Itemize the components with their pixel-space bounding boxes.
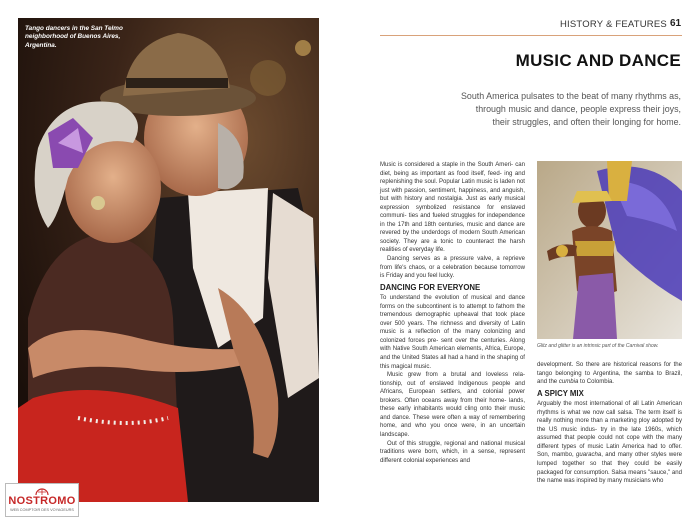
text-line: to Colombia. — [578, 379, 614, 386]
text-line: this magical music. — [380, 363, 432, 370]
text-line: of remembering home, and who you once were, — [380, 414, 525, 430]
globe-icon — [35, 486, 49, 495]
text-line: try in the late 1960s, which assumed that people — [537, 426, 682, 442]
text-line: musical traditions were born, which, in a sense, — [380, 440, 525, 456]
text-line: To understand the evolution of musical and — [380, 295, 509, 302]
caption-line: neighborhood of Buenos Aires, — [25, 33, 121, 41]
text-line: ing and replenishing the soul. Popular Latin — [380, 170, 526, 186]
text-line: Arguably the most international of all Latin — [537, 401, 657, 408]
text-line: United States all had a hand in the shaping of — [402, 355, 525, 362]
text-line: the name was inspired by many musicians who — [537, 478, 664, 485]
text-line: happiness, and anguish, but with history and — [380, 187, 525, 203]
text-line: American elements, Africa, Europe, and the — [380, 346, 525, 362]
paragraph — [537, 361, 682, 387]
text-line: marketing ploy adopted by the US music indus- — [537, 418, 682, 433]
logo-name: NOSTROMO — [8, 495, 76, 507]
text-line: to Brazil, and the — [537, 370, 682, 386]
text-line: Music grew from a brutal and loveless rela- — [387, 372, 525, 379]
paragraph — [537, 400, 682, 485]
text-line: are revered by the underdogs of modern South — [380, 221, 526, 237]
carnival-dancer-illustration — [537, 161, 682, 339]
text-column-1 — [380, 161, 525, 465]
text-line: , and many other styles were lumped — [537, 452, 682, 468]
text-line: dance forms on the subcontinent is to attempt to — [380, 295, 525, 310]
text-line: fathom the tremendous demographic upheaval — [380, 303, 525, 319]
text-line: The term itself is really nothing more than a — [537, 409, 682, 425]
tango-dancers-illustration — [18, 18, 319, 502]
caption-line: Argentina. — [25, 41, 57, 49]
text-line: tomorrow is Friday and you feel lucky. — [380, 264, 525, 280]
text-line: sent over the centuries. Along with Native South — [380, 337, 525, 353]
text-line: Africans, European settlers, and colonial power — [380, 389, 525, 396]
nostromo-watermark-logo — [5, 483, 79, 517]
text-line: for the tango belonging to Argentina, the samba — [537, 362, 682, 377]
caption-line: Tango dancers in the San Telmo — [25, 25, 123, 32]
text-line: represent different colonial experiences and — [380, 449, 525, 464]
text-line: the harsh realities of everyday life. — [380, 238, 525, 254]
article-intro — [441, 90, 681, 129]
tango-photo — [18, 18, 319, 502]
text-column-2 — [537, 361, 682, 486]
text-line: the many colonizing and colonized forces pre- — [380, 329, 526, 344]
text-line: Music is considered a staple in the South Ameri- — [380, 162, 516, 168]
text-line: can diet, being as important as food itself, feed- — [380, 162, 525, 177]
text-line: symbolized resistance for enslaved communi- — [380, 204, 525, 220]
text-line: could not cope with the many different types of — [537, 435, 682, 450]
text-line: and diversity of Latin music is a reflection of — [380, 320, 526, 336]
article-title: MUSIC AND DANCE — [515, 51, 681, 70]
emphasis: cumbia — [558, 379, 579, 386]
text-line: music is laden not just with passion, sentiment, — [380, 179, 525, 194]
text-line: lands, these early inhabitants would cling onto — [380, 397, 525, 413]
intro-line: through music and dance, people express their joys, — [475, 104, 681, 114]
text-line: music Latin America had to offer. Son, mambo, — [537, 443, 682, 459]
text-line: in an uncertain landscape. — [380, 423, 526, 438]
paragraph — [380, 255, 525, 281]
text-line: ties and fueled struggles for independence in — [380, 213, 525, 228]
text-line: nostalgia. Just as early musical expression — [380, 196, 525, 211]
intro-line: South America pulsates to the beat of many rhythms as, — [460, 91, 681, 101]
text-line: American society. They are a tonic to counteract — [380, 230, 525, 245]
running-head: HISTORY & FEATURES — [560, 19, 667, 30]
text-line: the 17th and 18th centuries, music and dance — [387, 221, 517, 228]
text-line: development. So there are historical reasons — [537, 362, 664, 368]
text-line: their music and dance. These were often a way — [380, 406, 525, 421]
section-heading: A SPICY MIX — [537, 388, 584, 398]
intro-line: their struggles, and often their longing for home. — [492, 117, 681, 127]
page-number: 61 — [670, 18, 682, 29]
text-line: that took place over 500 years. The richness — [380, 312, 525, 327]
text-line: brokers. Often oceans away from their home- — [380, 397, 509, 404]
photo-caption — [25, 25, 135, 50]
text-line: tionship, out of enslaved Indigenous people and — [380, 380, 525, 387]
header-rule — [380, 35, 682, 36]
text-line: from life's chaos, or a celebration because — [380, 264, 500, 271]
text-line: for consumption. Salsa means "sauce," and — [564, 469, 682, 476]
text-line: together so that they could be easily packaged — [537, 461, 683, 476]
section-heading: DANCING FOR EVERYONE — [380, 282, 481, 292]
text-line: American rhythms is what we now call salsa. — [537, 401, 682, 416]
carnival-photo — [537, 161, 682, 339]
paragraph — [380, 371, 525, 439]
paragraph — [380, 440, 525, 466]
emphasis: guaracha — [576, 452, 602, 459]
paragraph — [380, 294, 525, 371]
text-line: Out of this struggle, regional and national — [387, 440, 505, 447]
text-line: Dancing serves as a pressure valve, a reprieve — [387, 256, 525, 263]
carnival-photo-caption: Glitz and glitter is an intrinsic part of the Carnival show. — [537, 343, 659, 349]
logo-tagline: WEB COMPTOIR DES VOYAGEURS — [10, 508, 74, 512]
paragraph — [380, 161, 525, 255]
